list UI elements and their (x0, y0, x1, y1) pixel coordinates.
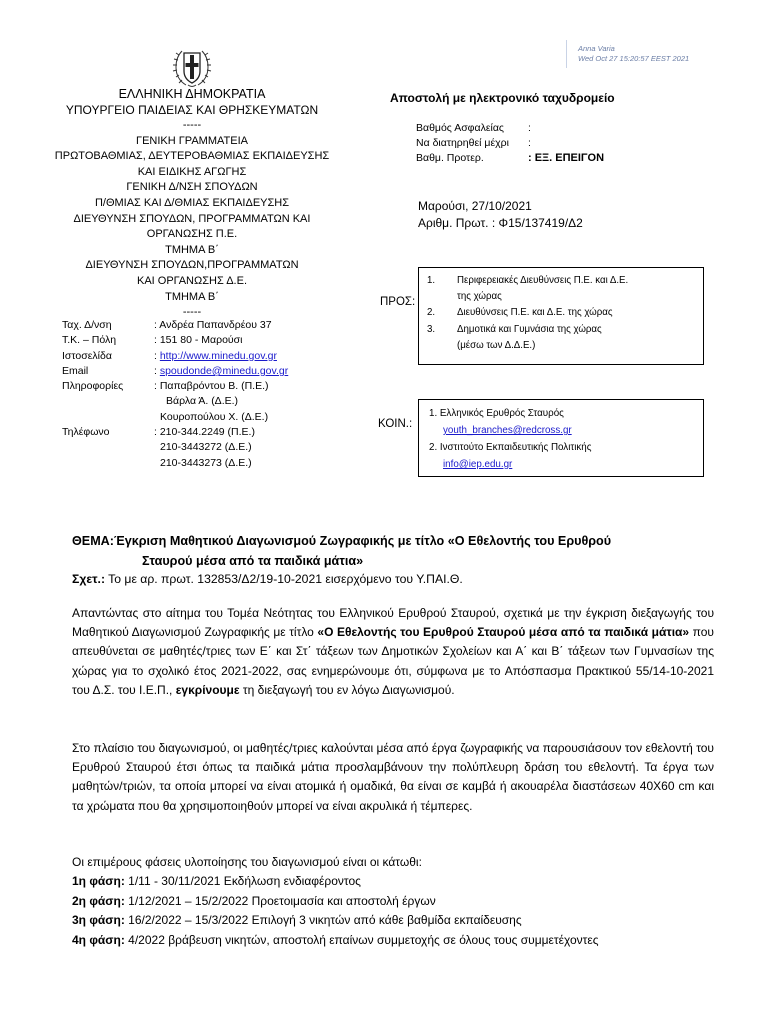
cc-item: 1. Ελληνικός Ερυθρός Σταυρός (429, 408, 564, 419)
tk-value: : 151 80 - Μαρούσι (154, 334, 243, 347)
recipient-number: 2. (427, 307, 436, 319)
protocol-number: Αριθμ. Πρωτ. : Φ15/137419/Δ2 (418, 216, 583, 230)
subject-line: Έγκριση Μαθητικού Διαγωνισμού Ζωγραφικής με τίτλο «Ο Εθελοντής του Ερυθρού (113, 534, 612, 548)
phase-item (72, 911, 599, 930)
email-link[interactable]: spoudonde@minedu.gov.gr (159, 364, 289, 377)
recipient-text: της χώρας (457, 291, 502, 303)
recipient-text: Διευθύνσεις Π.Ε. και Δ.Ε. της χώρας (457, 307, 613, 319)
phone-value: 210-3443272 (Δ.Ε.) (160, 441, 252, 454)
digital-signature (578, 44, 689, 64)
header-line: ΟΡΓΑΝΩΣΗΣ Π.Ε. (146, 228, 238, 241)
info-label: Πληροφορίες (62, 380, 124, 393)
header-line: ΔΙΕΥΘΥΝΣΗ ΣΠΟΥΔΩΝ, ΠΡΟΓΡΑΜΜΑΤΩΝ ΚΑΙ (73, 212, 311, 225)
website-prefix: : (154, 349, 160, 362)
phase-text: 1/11 - 30/11/2021 Εκδήλωση ενδιαφέροντος (124, 874, 361, 889)
body-paragraph: Στο πλαίσιο του διαγωνισμού, οι μαθητές/τριες καλούνται μέσα από έργα ζωγραφικής να παρουσιάσουν τον εθελοντή του Ερυθρού Σταυρού έτσι όπως τα παιδικά μάτια προσλαμβάνουν την πολύπλευρη δράση του εθελοντή. Τα έργα των μαθητών/τριών, τα οποία μπορεί να είναι ατομικά ή ομαδικά, θα είναι σε καμβά ή ακουαρέλα διαστάσεων 40Χ60 cm και τα χρώματα που θα χρησιμοποιηθούν μπορεί να είναι ακρυλικά ή τέμπερες. (72, 741, 714, 813)
phase-label: 1η φάση: (72, 874, 125, 889)
header-line: ΓΕΝΙΚΗ Δ/ΝΣΗ ΣΠΟΥΔΩΝ (126, 181, 258, 194)
competition-title: «Ο Εθελοντής του Ερυθρού Σταυρού μέσα από τα παιδικά μάτια» (317, 625, 690, 640)
header-line: ΚΑΙ ΕΙΔΙΚΗΣ ΑΓΩΓΗΣ (137, 165, 247, 178)
signature-date: Wed Oct 27 15:20:57 EEST 2021 (578, 54, 690, 63)
document-date: Μαρούσι, 27/10/2021 (418, 199, 532, 213)
contact-details (62, 318, 288, 471)
address-value: : Ανδρέα Παπανδρέου 37 (154, 319, 272, 331)
body-paragraph (72, 604, 714, 700)
recipient-number: 3. (427, 323, 436, 335)
keep-until-label: Να διατηρηθεί μέχρι (416, 137, 509, 150)
header-line: ΤΜΗΜΑ Β΄ (165, 243, 219, 256)
phone-value: 210-3443273 (Δ.Ε.) (160, 456, 252, 469)
address-label: Ταχ. Δ/νση (62, 319, 112, 331)
date-block (418, 198, 583, 232)
security-block (416, 121, 604, 167)
cc-label: ΚΟΙΝ.: (378, 418, 413, 430)
reference-text: Το με αρ. πρωτ. 132853/Δ2/19-10-2021 εισερχόμενο του Υ.ΠΑΙ.Θ. (105, 572, 463, 586)
paragraph-text: τη διεξαγωγή του εν λόγω Διαγωνισμού. (239, 682, 455, 697)
recipients-label: ΠΡΟΣ: (380, 296, 416, 308)
phase-label: 2η φάση: (72, 893, 125, 908)
subject-block (72, 532, 712, 571)
security-level-label: Βαθμός Ασφαλείας (416, 122, 504, 134)
reference-label: Σχετ.: (72, 572, 105, 586)
header-ministry: ΥΠΟΥΡΓΕΙΟ ΠΑΙΔΕΙΑΣ ΚΑΙ ΘΡΗΣΚΕΥΜΑΤΩΝ (65, 103, 319, 117)
approval-word: εγκρίνουμε (175, 682, 240, 697)
email-delivery-notice: Αποστολή με ηλεκτρονικό ταχυδρομείο (390, 91, 615, 105)
phase-item (72, 872, 599, 891)
paragraph-text: που απευθύνεται σε μαθητές/τριες των Ε΄ και Στ΄ τάξεων των Δημοτικών Σχολείων και Α΄ και Β΄ τάξεων των Γυμνασίων της χώρας για το σχολικό έτος 2021-2022, σας ενημερώνουμε ότι, σύμφωνα με το Απόσπασμα Πρακτικού 55/14-10-2021 του Δ.Σ. του Ι.Ε.Π., (72, 625, 714, 697)
header-line: ΚΑΙ ΟΡΓΑΝΩΣΗΣ Δ.Ε. (136, 274, 248, 287)
recipient-text: (μέσω των Δ.Δ.Ε.) (457, 339, 536, 351)
reference-line (72, 572, 463, 586)
email-prefix: : (154, 364, 160, 377)
phone-label: Τηλέφωνο (62, 426, 110, 439)
cc-email-link[interactable]: info@iep.edu.gr (443, 459, 513, 470)
phone-value: : 210-344.2249 (Π.Ε.) (154, 426, 255, 439)
ministry-header (36, 86, 348, 321)
priority-value: : ΕΞ. ΕΠΕΙΓΟΝ (528, 152, 605, 165)
cc-box (418, 399, 704, 477)
recipient-text: Περιφερειακές Διευθύνσεις Π.Ε. και Δ.Ε. (457, 275, 629, 286)
phases-intro: Οι επιμέρους φάσεις υλοποίησης του διαγωνισμού είναι οι κάτωθι: (72, 855, 422, 869)
info-value: Βάρλα Ά. (Δ.Ε.) (166, 395, 239, 408)
header-separator: ----- (182, 306, 202, 319)
tk-label: Τ.Κ. – Πόλη (62, 334, 117, 347)
recipients-box (418, 267, 704, 365)
phase-label: 4η φάση: (72, 932, 125, 947)
signature-divider (566, 40, 567, 68)
header-line: ΓΕΝΙΚΗ ΓΡΑΜΜΑΤΕΙΑ (136, 134, 248, 147)
subject-line: Σταυρού μέσα από τα παιδικά μάτια» (142, 553, 364, 568)
info-value: Κουροπούλου Χ. (Δ.Ε.) (160, 410, 269, 423)
email-label: Email (62, 364, 89, 377)
greek-coat-of-arms-icon (170, 43, 214, 89)
header-line: Π/ΘΜΙΑΣ ΚΑΙ Δ/ΘΜΙΑΣ ΕΚΠΑΙΔΕΥΣΗΣ (94, 196, 290, 209)
signature-name: Anna Varia (578, 44, 615, 53)
info-value: : Παπαβρόντου Β. (Π.Ε.) (154, 380, 269, 393)
cc-email-link[interactable]: youth_branches@redcross.gr (443, 425, 572, 436)
priority-label: Βαθμ. Προτερ. (416, 152, 484, 165)
website-link[interactable]: http://www.minedu.gov.gr (159, 349, 277, 362)
phase-text: 1/12/2021 – 15/2/2022 Προετοιμασία και αποστολή έργων (124, 893, 436, 908)
phase-item (72, 892, 599, 911)
paragraph-text: Απαντώντας στο αίτημα του Τομέα Νεότητας του Ελληνικού Ερυθρού Σταυρού, σχετικά με την έγκριση διεξαγωγής του Μαθητικού Διαγωνισμού Ζωγραφικής με τίτλο (72, 606, 714, 640)
phases-list (72, 853, 599, 950)
phase-text: 4/2022 βράβευση νικητών, αποστολή επαίνων συμμετοχής σε όλους τους συμμετέχοντες (124, 932, 599, 947)
header-line: ΤΜΗΜΑ Β΄ (165, 290, 219, 303)
subject-label: ΘΕΜΑ: (72, 534, 114, 548)
security-level-value: : (528, 122, 531, 134)
website-label: Ιστοσελίδα (62, 349, 112, 362)
recipient-number: 1. (427, 275, 436, 286)
recipient-text: Δημοτικά και Γυμνάσια της χώρας (457, 323, 602, 335)
cc-item: 2. Ινστιτούτο Εκπαιδευτικής Πολιτικής (429, 442, 592, 453)
phase-text: 16/2/2022 – 15/3/2022 Επιλογή 3 νικητών από κάθε βαθμίδα εκπαίδευσης (124, 913, 522, 928)
header-line: ΠΡΩΤΟΒΑΘΜΙΑΣ, ΔΕΥΤΕΡΟΒΑΘΜΙΑΣ ΕΚΠΑΙΔΕΥΣΗΣ (54, 150, 330, 163)
header-line: ΔΙΕΥΘΥΝΣΗ ΣΠΟΥΔΩΝ,ΠΡΟΓΡΑΜΜΑΤΩΝ (85, 259, 299, 272)
phase-item (72, 931, 599, 950)
keep-until-value: : (528, 137, 531, 150)
header-country: ΕΛΛΗΝΙΚΗ ΔΗΜΟΚΡΑΤΙΑ (118, 87, 266, 101)
phase-label: 3η φάση: (72, 913, 125, 928)
header-separator: ----- (182, 119, 202, 131)
